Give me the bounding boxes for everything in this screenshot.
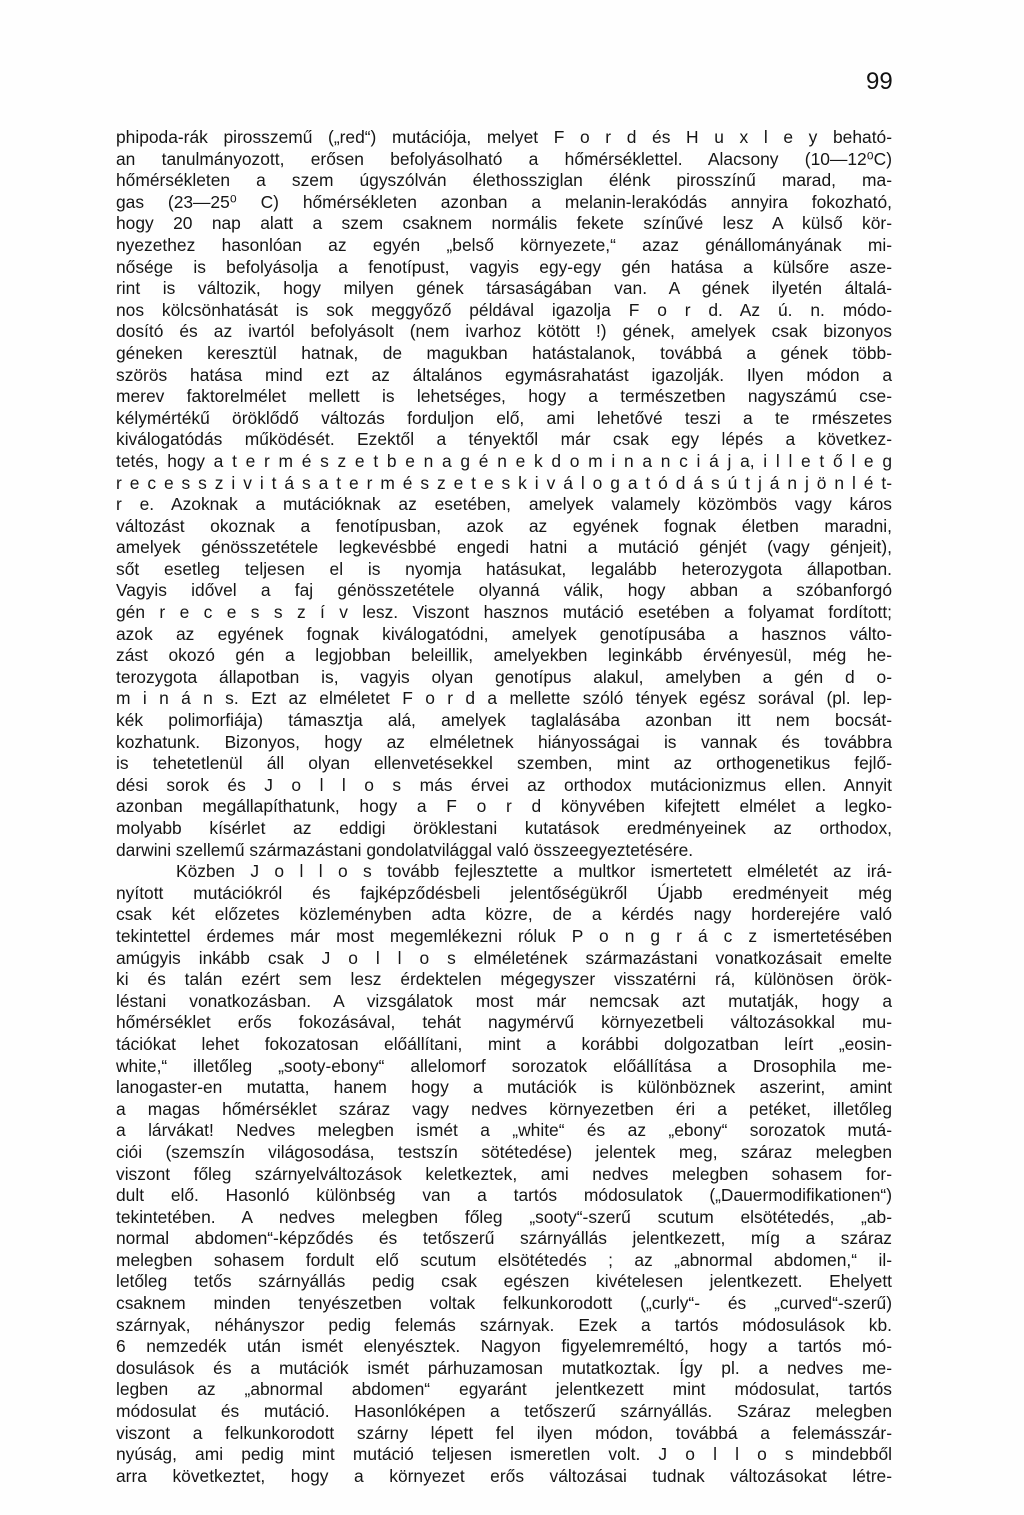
text-line: darwini szellemű származástani gondolatvilággal való összeegyeztetésére. [116,839,694,860]
text-line: csaknem minden tenyészetben voltak felkunkorodott („curly“- és „curved“-szerű) [116,1293,892,1314]
text-line: 6 nemzedék után ismét elenyésztek. Nagyon figyelemreméltó, hogy a tartós mó- [116,1336,892,1357]
text-line: ciói (szemszín világosodása, testszín sötétedése) jelentek meg, száraz melegben [116,1141,892,1162]
text-line: dosító és az ivartól befolyásolt (nem ivarhoz kötött !) gének, amelyek csak bizonyos [116,321,892,342]
text-line: arra következtet, hogy a környezet erős változásai tudnak változásokat létre- [116,1465,892,1486]
text-line: a magas hőmérséklet száraz vagy nedves környezetben éri a petéket, illetőleg [116,1098,892,1119]
text-line: hőmérséklet erős fokozásával, tehát nagymérvű környezetbeli változásokkal mu- [116,1012,892,1033]
text-line: tekintettel érdemes már most megemlékezni róluk P o n g r á c z ismertetésében [116,925,892,946]
text-line: merev faktorelmélet mellett is lehetséges, hogy a természetben nagyszámú cse- [116,386,892,407]
text-line: viszont a felkunkorodott szárny lépett fel ilyen módon, továbbá a felemásszár- [116,1422,892,1443]
text-line: nos kölcsönhatását is sok meggyőző példával igazolja F o r d. Az ú. n. módo- [116,299,892,320]
text-line: kiválogatódás működését. Ezektől a tényektől már csak egy lépés a következ- [116,429,892,450]
text-line: dési sorok és J o l l o s más érvei az orthodox mutácionizmus ellen. Annyit [116,774,892,795]
text-line: a lárvákat! Nedves melegben ismét a „white“ és az „ebony“ sorozatok mutá- [116,1120,892,1141]
text-line: nősége is befolyásolja a fenotípust, vagyis egy-egy gén hatása a külsőre asze- [116,256,892,277]
body-text [116,127,892,1487]
text-line: normal abdomen“-képződés és tetőszerű szárnyállás jelentkezett, míg a száraz [116,1228,892,1249]
text-line: géneken keresztül hatnak, de magukban hatástalanok, továbbá a gének több- [116,342,892,363]
text-line: gas (23—25⁰ C) hőmérsékleten azonban a melanin-lerakódás annyira fokozható, [116,191,892,212]
text-line: zást okozó gén a legjobban beleillik, amelyekben leginkább érvényesül, még he- [116,645,892,666]
text-line: azok az egyének fognak kiválogatódni, amelyek genotípusába a hasznos válto- [116,623,892,644]
text-line: tekintetében. A nedves melegben főleg „sooty“-szerű scutum elsötétedés, „ab- [116,1206,892,1227]
text-line: módosulat és mutáció. Hasonlóképen a tetőszerű szárnyállás. Száraz melegben [116,1401,892,1422]
text-line: r e c e s s z i v i t á s a t e r m é s z e t e s k i v á l o g a t ó d á s ú t j á n j ö n l é t- [116,472,892,493]
page-number: 99 [866,68,893,95]
text-line: white,“ illetőleg „sooty-ebony“ allelomorf sorozatok előállítása a Drosophila me- [116,1055,892,1076]
text-line: molyabb kísérlet az eddigi öröklestani kutatások eredményeinek az orthodox, [116,818,892,838]
text-line: ki és talán ezért sem lesz érdektelen mégegyszer visszatérni rá, különösen örök- [116,969,892,990]
text-line: azonban megállapíthatunk, hogy a F o r d könyvében kifejtett elmélet a legko- [116,796,892,817]
text-line: kélymértékű öröklődő változás forduljon elő, ami lehetővé teszi a te rmészetes [116,407,892,428]
text-line: szörös hatása mind ezt az általános egymásrahatást igazolják. Ilyen módon a [116,364,892,385]
text-line: legben az „abnormal abdomen“ egyaránt jelentkezett mint módosulat, tartós [116,1379,892,1400]
text-line: rint is változik, hogy milyen gének társaságában van. A gének ilyetén általá- [116,278,892,299]
text-line: hogy 20 nap alatt a szem csaknem normális fekete színűvé lesz A külső kör- [116,213,892,234]
text-line: terozygota állapotban is, vagyis olyan genotípus alakul, amelyben a gén d o- [116,666,892,687]
text-line: tetés, hogy a t e r m é s z e t b e n a g é n e k d o m i n a n c i á j a, i l l e t ő l e g [116,450,892,471]
text-line: Közben J o l l o s tovább fejlesztette a multkor ismertetett elméletét az irá- [176,861,892,882]
text-line: nyezethez hasonlóan az egyén „belső környezete,“ azaz génállományának mi- [116,234,892,255]
text-line: csak két előzetes közleményben adta közre, de a kérdés nagy horderejére való [116,904,892,925]
text-line: kék polimorfiája) támasztja alá, amelyek taglalásába azonban itt nem bocsát- [116,710,892,731]
text-line: amúgyis inkább csak J o l l o s elméletének származástani vonatkozásait emelte [116,947,892,968]
text-line: sőt esetleg teljesen el is nyomja hatásukat, legalább heterozygota állapotban. [116,558,892,579]
text-line: an tanulmányozott, erősen befolyásolható a hőmérséklettel. Alacsony (10—12⁰C) [116,148,892,169]
text-line: r e. Azoknak a mutációknak az esetében, amelyek valamely közömbös vagy káros [116,494,892,515]
text-line: lanogaster-en mutatta, hanem hogy a mutációk is különböznek aszerint, amint [116,1077,892,1098]
text-line: változást okoznak a fenotípusban, azok az egyének fognak életben maradni, [116,515,892,536]
text-line: léstani vonatkozásban. A vizsgálatok most már nemcsak azt mutatják, hogy a [116,990,892,1011]
text-line: tációkat lehet fokozatosan előállítani, mint a korábbi dolgozatban leírt „eosin- [116,1033,892,1054]
text-line: phipoda-rák pirosszemű („red“) mutációja, melyet F o r d és H u x l e y beható- [116,127,892,147]
text-line: Vagyis idővel a faj génösszetétele olyanná válik, hogy abban a szóbanforgó [116,580,892,601]
text-line: m i n á n s. Ezt az elméletet F o r d a mellette szóló tények egész sorával (pl. lep- [116,688,892,709]
text-line: is tehetetlenül áll olyan ellenvetésekkel szemben, mint az orthogenetikus fejlő- [116,753,892,774]
text-line: hőmérsékleten a szem úgyszólván élethossziglan élénk pirosszínű marad, ma- [116,170,892,191]
text-line: melegben sohasem fordult elő scutum elsötétedés ; az „abnormal abdomen,“ il- [116,1249,892,1270]
text-line: dult elő. Hasonló különbség van a tartós módosulatok („Dauermodifikationen“) [116,1185,892,1206]
text-line: viszont főleg szárnyelváltozások keletkeztek, ami nedves melegben sohasem for- [116,1163,892,1184]
text-line: amelyek génösszetétele legkevésbbé engedi hatni a mutáció génjét (vagy génjeit), [116,537,892,558]
text-line: dosulások és a mutációk ismét párhuzamosan mutatkoztak. Így pl. a nedves me- [116,1357,892,1378]
text-line: nyított mutációkról és fajképződésbeli jelentőségükről Újabb eredményeit még [116,882,892,903]
text-line: gén r e c e s s z í v lesz. Viszont hasznos mutáció esetében a folyamat fordított; [116,602,892,623]
text-line: kozhatunk. Bizonyos, hogy az elméletnek hiányosságai is vannak és továbbra [116,731,892,752]
text-line: szárnyak, néhányszor pedig felemás szárnyak. Ezek a tartós módosulások kb. [116,1314,892,1335]
text-line: nyúság, ami pedig mint mutáció teljesen ismeretlen volt. J o l l o s mindebből [116,1444,892,1465]
text-line: letőleg tetős szárnyállás pedig csak egészen kivételesen jelentkezett. Ehelyett [116,1271,892,1292]
